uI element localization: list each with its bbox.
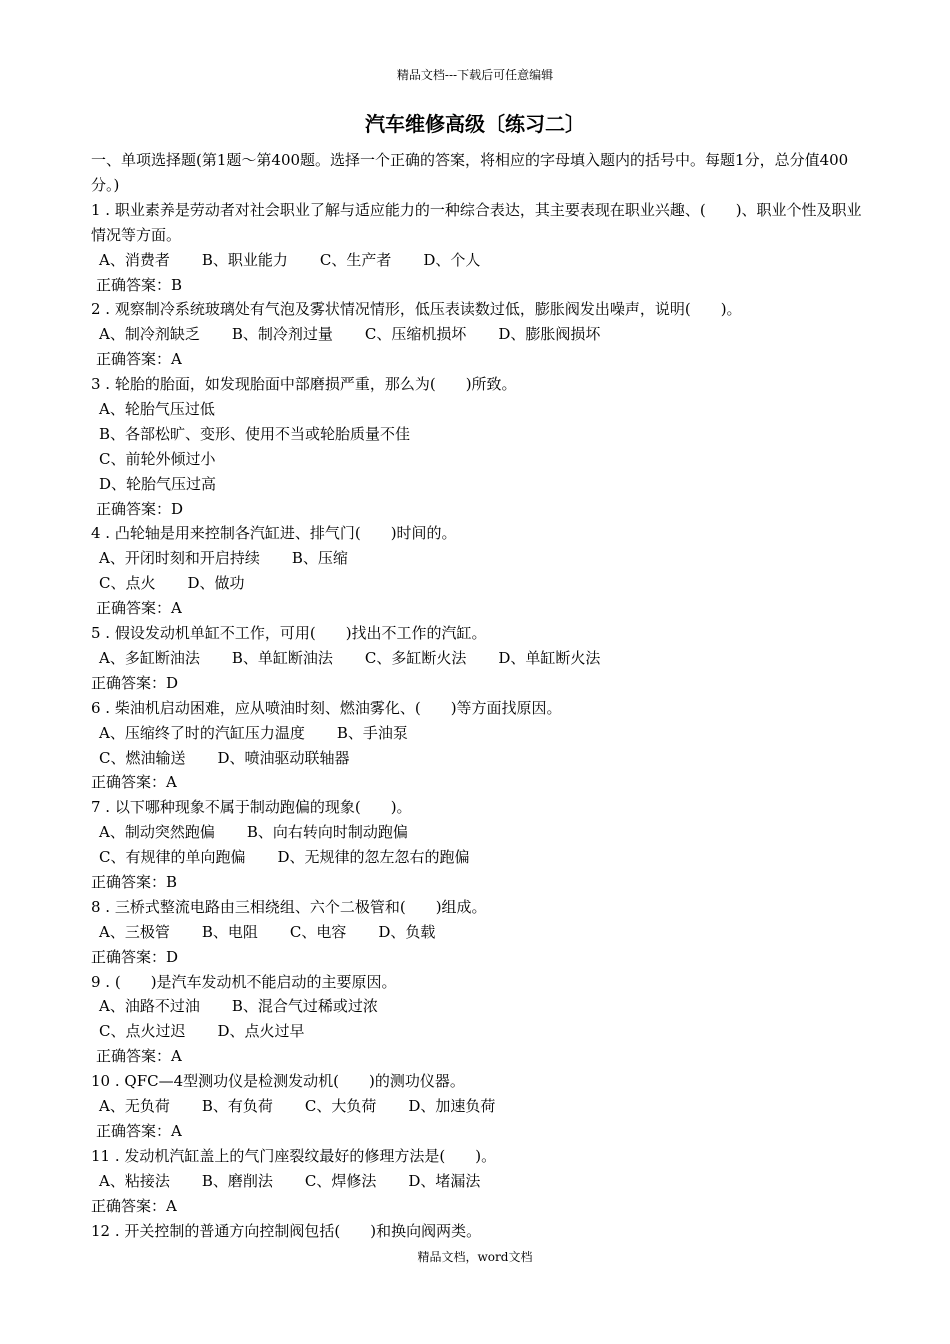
question-stem: 4 . 凸轮轴是用来控制各汽缸进、排气门( )时间的。 (91, 524, 457, 543)
option-item: B、制冷剂过量 (231, 325, 333, 344)
option-item: C、生产者 (319, 250, 392, 269)
option-row (91, 820, 871, 845)
question-stem: 6 . 柴油机启动困难，应从喷油时刻、燃油雾化、( )等方面找原因。 (91, 698, 562, 717)
option-item: B、有负荷 (201, 1097, 273, 1116)
option-row (91, 746, 871, 771)
option-row (91, 322, 871, 347)
correct-answer: 正确答案：A (96, 350, 182, 369)
option-item: B、各部松旷、变形、使用不当或轮胎质量不佳 (99, 424, 411, 443)
option-item: D、点火过早 (217, 1022, 305, 1041)
question-stem: 9 . ( )是汽车发动机不能启动的主要原因。 (91, 972, 397, 991)
option-item: C、电容 (289, 922, 347, 941)
option-item: D、做功 (187, 574, 245, 593)
option-item: A、多缸断油法 (99, 648, 200, 667)
option-item: A、油路不过油 (99, 997, 200, 1016)
question-stem: 2 . 观察制冷系统玻璃处有气泡及雾状情况情形，低压表读数过低，膨胀阀发出噪声，说明( )。 (91, 300, 742, 319)
option-item: D、加速负荷 (408, 1097, 496, 1116)
question-stem: 12 . 开关控制的普通方向控制阀包括( )和换向阀两类。 (91, 1221, 482, 1240)
option-item: B、职业能力 (201, 250, 288, 269)
question-stem: 10 . QFC—4型测功仪是检测发动机( )的测功仪器。 (91, 1072, 465, 1091)
correct-answer: 正确答案：A (91, 773, 177, 792)
option-item: B、单缸断油法 (231, 648, 333, 667)
page-header: 精品文档---下载后可任意编辑 (396, 68, 554, 82)
option-item: B、手油泵 (336, 723, 408, 742)
option-item: A、消费者 (99, 250, 170, 269)
option-item: C、燃油输送 (99, 748, 186, 767)
option-row (91, 422, 871, 447)
question-stem: 5 . 假设发动机单缸不工作，可用( )找出不工作的汽缸。 (91, 624, 487, 643)
option-row (91, 646, 871, 671)
page-footer: 精品文档，word文档 (417, 1250, 533, 1264)
document-title: 汽车维修高级〔练习二〕 (365, 112, 585, 136)
option-item: B、压缩 (291, 549, 348, 568)
correct-answer: 正确答案：A (96, 599, 182, 618)
correct-answer: 正确答案：B (96, 275, 183, 294)
option-row (91, 994, 871, 1019)
option-item: C、点火 (99, 574, 156, 593)
option-item: D、轮胎气压过高 (99, 474, 217, 493)
option-item: D、负载 (378, 922, 436, 941)
option-item: D、膨胀阀损坏 (498, 325, 601, 344)
correct-answer: 正确答案：D (91, 947, 179, 966)
option-item: B、磨削法 (201, 1171, 273, 1190)
option-item: B、向右转向时制动跑偏 (246, 823, 408, 842)
option-item: D、堵漏法 (408, 1171, 481, 1190)
correct-answer: 正确答案：A (96, 1121, 182, 1140)
option-row (91, 546, 871, 571)
question-stem: 8 . 三桥式整流电路由三相绕组、六个二极管和( )组成。 (91, 897, 487, 916)
option-item: C、点火过迟 (99, 1022, 186, 1041)
option-item: C、多缸断火法 (364, 648, 467, 667)
option-item: D、喷油驱动联轴器 (217, 748, 350, 767)
question-stem: 1 . 职业素养是劳动者对社会职业了解与适应能力的一种综合表达，其主要表现在职业兴趣、( )、职业个性及职业情况等方面。 (91, 200, 862, 244)
option-row (91, 1019, 871, 1044)
option-item: B、混合气过稀或过浓 (231, 997, 378, 1016)
section-intro: 一、单项选择题(第1题～第400题。选择一个正确的答案，将相应的字母填入题内的括号中。每题1分，总分值400分。) (91, 151, 849, 194)
option-row (91, 571, 871, 596)
question-stem: 11 . 发动机汽缸盖上的气门座裂纹最好的修理方法是( )。 (91, 1146, 497, 1165)
option-row (91, 920, 871, 945)
option-item: C、大负荷 (304, 1097, 377, 1116)
option-item: A、无负荷 (99, 1097, 170, 1116)
option-item: A、压缩终了时的汽缸压力温度 (99, 723, 305, 742)
option-item: A、三极管 (99, 922, 170, 941)
option-item: C、有规律的单向跑偏 (99, 848, 246, 867)
option-item: D、个人 (423, 250, 481, 269)
option-item: A、轮胎气压过低 (99, 400, 215, 418)
option-item: A、制动突然跑偏 (99, 823, 215, 842)
option-item: C、压缩机损坏 (364, 325, 467, 344)
question-list (91, 148, 871, 1243)
option-row (91, 447, 871, 472)
option-item: B、电阻 (201, 922, 258, 941)
option-row (91, 845, 871, 870)
option-row (91, 472, 871, 497)
question-stem: 3 . 轮胎的胎面，如发现胎面中部磨损严重，那么为( )所致。 (91, 375, 517, 394)
correct-answer: 正确答案：A (91, 1196, 177, 1215)
correct-answer: 正确答案：A (96, 1047, 182, 1066)
option-item: A、制冷剂缺乏 (99, 325, 200, 344)
option-row (91, 1094, 871, 1119)
question-stem: 7 . 以下哪种现象不属于制动跑偏的现象( )。 (91, 798, 412, 817)
option-item: C、前轮外倾过小 (99, 449, 216, 468)
option-row (91, 721, 871, 746)
option-item: A、粘接法 (99, 1171, 170, 1190)
option-row (91, 1169, 871, 1194)
option-item: A、开闭时刻和开启持续 (99, 549, 260, 568)
correct-answer: 正确答案：B (91, 872, 178, 891)
correct-answer: 正确答案：D (91, 673, 179, 692)
correct-answer: 正确答案：D (96, 499, 184, 518)
option-item: D、无规律的忽左忽右的跑偏 (277, 848, 470, 867)
option-item: D、单缸断火法 (498, 648, 601, 667)
option-item: C、焊修法 (304, 1171, 377, 1190)
option-row (91, 397, 871, 422)
option-row (91, 248, 871, 273)
